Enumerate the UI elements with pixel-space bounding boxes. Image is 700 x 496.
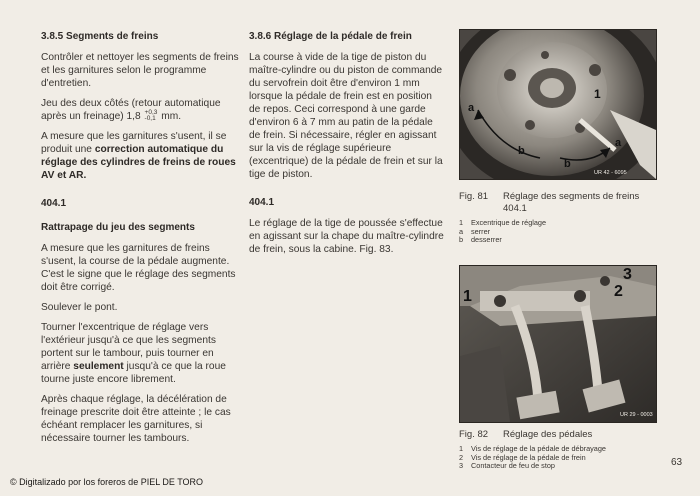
figure-82-caption [459,429,659,471]
brake-drum-illustration [460,30,656,179]
fig82-label-1: 1 [463,288,472,305]
legend-item: 3 Contacteur de feu de stop [459,461,555,471]
fig82-legend [459,445,659,471]
fig81-label-a2: a [615,137,622,149]
paragraph-tourner: Tourner l'excentrique de réglage vers l'extérieur jusqu'à ce que les segments portent sur le tambour, puis tourner en arrière seulement jusqu'à ce que la roue tourne juste encore librement. [41,322,226,385]
paragraph-soulever: Soulever le pont. [41,302,118,313]
column-middle [249,30,445,256]
heading-386: 3.8.6 Réglage de la pédale de frein [249,31,412,42]
paragraph-course: A mesure que les garnitures de freins s'usent, la course de la pédale augmente. C'est le signe que le réglage des segments doit être corrigé. [41,243,236,293]
paragraph-tige: Le réglage de la tige de poussée s'effectue en agissant sur la chape du maître-cylindre de frein, sous la cabine. Fig. 83. [249,218,444,255]
fig82-code: UR 29 - 0003 [620,412,653,418]
legend-item: 1 Vis de réglage de la pédale de débrayage [459,444,606,453]
paragraph-deceleration: Après chaque réglage, la décélération de freinage prescrite doit être atteinte ; le cas échéant remplacer les garnitures, si nécessaire tourner les tambours. [41,394,231,444]
legend-item: 1 Excentrique de réglage [459,218,547,227]
heading-385: 3.8.5 Segments de freins [41,31,159,42]
fig82-title: Réglage des pédales [503,429,593,440]
footer-credit: © Digitalizado por los foreros de PIEL DE TORO [10,477,204,487]
paragraph-jeu: Jeu des deux côtés (retour automatique après un freinage) 1,8 +0,3 -0,1 mm. [41,98,221,123]
fig81-label-b: b [518,145,525,157]
tolerance: +0,3 -0,1 [144,109,158,123]
fig82-number: Fig. 82 [459,429,489,440]
fig81-legend [459,219,659,245]
fig81-label-1: 1 [594,87,601,101]
fig81-title: Réglage des segments de freins 404.1 [503,191,640,214]
pedals-illustration [460,266,656,422]
legend-item: a serrer [459,226,491,236]
paragraph-controle: Contrôler et nettoyer les segments de freins et les garnitures selon le programme d'entretien. [41,52,239,89]
heading-4041: 404.1 [41,198,67,209]
paragraph-course-vide: La course à vide de la tige de piston du maître-cylindre ou du piston de commande du servofrein doit être d'environ 1 mm lorsque la pédale de frein est en position de repos. Ceci correspond à une garde d'environ 6 à 7 mm au patin de la pédale de frein. Si nécessaire, régler en agissant sur la vis de réglage supérieure (excentrique) de la pédale de frein et sur la tige de piston. [249,52,443,180]
fig81-code: UR 42 - 6095 [594,170,627,176]
fig82-label-2: 2 [614,283,623,300]
fig81-label-a: a [468,102,475,114]
figure-82-photo [459,265,657,423]
heading-rattrapage: Rattrapage du jeu des segments [41,222,195,233]
fig82-label-3: 3 [623,266,632,283]
figure-81-caption [459,191,659,245]
heading-4041-b: 404.1 [249,197,275,208]
legend-item: 2 Vis de réglage de la pédale de frein [459,452,586,462]
fig81-label-b2: b [564,158,571,170]
paragraph-usure: A mesure que les garnitures s'usent, il se produit une correction automatique du réglage des cylindres de freins de roues AV et AR. [41,131,236,181]
legend-item: b desserrer [459,235,502,245]
column-left [41,30,239,445]
fig81-number: Fig. 81 [459,191,489,202]
figure-81-photo [459,29,657,180]
page-number: 63 [671,457,683,468]
